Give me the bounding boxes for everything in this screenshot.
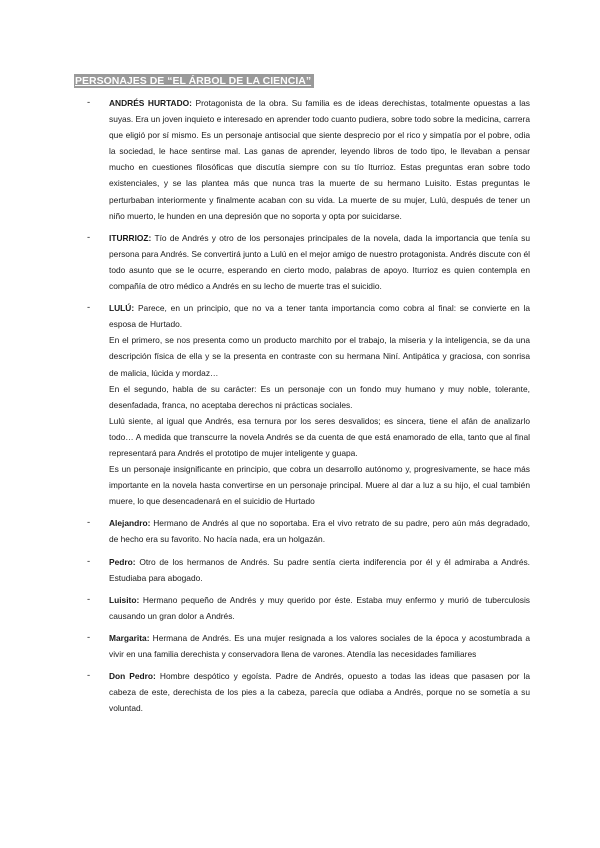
character-description: Hermana de Andrés. Es una mujer resignada a los valores sociales de la época y acostumbrada a vivir en una familia derechista y conservadora llena de varones. Atendía las necesidades familiares <box>109 632 531 659</box>
bullet-dash: - <box>87 517 91 529</box>
character-name: Don Pedro: <box>109 671 156 682</box>
character-description: Parece, en un principio, que no va a tener tanta importancia como cobra al final: se convierte en la esposa de Hurtado. <box>109 303 531 330</box>
character-name: LULÚ: <box>109 303 135 314</box>
character-description: Hermano pequeño de Andrés y muy querido por éste. Estaba muy enfermo y murió de tuberculosis causando un gran dolor a Andrés. <box>109 594 530 621</box>
character-paragraph: Es un personaje insignificante en principio, que cobra un desarrollo autónomo y, progresivamente, se hace más importante en la novela hasta convertirse en un personaje principal. Muere al dar a luz a su hijo, el cual también muere, lo que desencadenará en el suicidio de Hurtado <box>109 464 530 507</box>
character-name: ANDRÉS HURTADO: <box>109 98 192 108</box>
character-list <box>87 95 530 722</box>
character-item-pedro <box>87 554 530 586</box>
bullet-dash: - <box>87 670 91 682</box>
bullet-dash: - <box>87 593 91 605</box>
character-name: ITURRIOZ: <box>109 232 152 243</box>
character-paragraph <box>109 630 530 662</box>
character-description: Hermano de Andrés al que no soportaba. Era el vivo retrato de su padre, pero aún más degradado, de hecho era su favorito. No hacía nada, era un holgazán. <box>109 518 530 545</box>
character-paragraph: Lulú siente, al igual que Andrés, esa ternura por los seres desvalidos; es sincera, tiene el afán de analizarlo todo… A medida que transcurre la novela Andrés se da cuenta de que está enamorado de ella, tanto que al final representará para Andrés el prototipo de mujer inteligente y guapa. <box>109 415 530 458</box>
character-description: Protagonista de la obra. Su familia es de ideas derechistas, totalmente opuestas a las suyas. Era un joven inquieto e interesado en aprender todo cuanto pudiera, sobre todo sobre la medicina, carrera que eligió por sí mismo. Es un personaje antisocial que siente desprecio por el rico y simpatía por el pobre, odia la sociedad, le hace sentirse mal. Las ganas de aprender, leyendo libros de todo tipo, le llevaban a pensar mucho en cuestiones filosóficas que discutía siempre con su tío Iturrioz. Estas preguntas eran sobre todo existenciales, y se las plantea más que nunca tras la muerte de su hermano Luisito. Estas preguntas le perturbaban interiormente y finalmente acaban con su vida. La muerte de su mujer, Lulú, después de tener un niño muerto, le hunden en una depresión que no soporta y opta por suicidarse. <box>109 98 530 221</box>
character-item-andres <box>87 95 530 224</box>
character-description: Tío de Andrés y otro de los personajes principales de la novela, dada la importancia que tenía su persona para Andrés. Se convertirá junto a Lulú en el mejor amigo de nuestro protagonista. Andrés discute con él todo asunto que se le ocurre, esperando en cierto modo, palabras de apoyo. Iturrioz es quien contempla en compañía de otro médico a Andrés en su lecho de muerte tras el suicidio. <box>109 232 530 292</box>
bullet-dash: - <box>87 97 91 108</box>
character-name: Pedro: <box>109 556 136 567</box>
character-paragraph: En el primero, se nos presenta como un producto marchito por el trabajo, la miseria y la inteligencia, se da una descripción física de ella y se la presenta en contraste con su hermana Niní. Antipática y graciosa, con sonrisa de malicia, lúcida y mordaz… <box>109 335 530 378</box>
character-item-margarita <box>87 630 530 662</box>
document-title: PERSONAJES DE “EL ÁRBOL DE LA CIENCIA” <box>74 74 314 88</box>
bullet-dash: - <box>87 231 91 243</box>
character-paragraph <box>109 95 530 224</box>
character-name: Luisito: <box>109 594 140 605</box>
character-paragraph <box>109 668 530 716</box>
character-paragraph <box>109 515 530 547</box>
character-paragraph <box>109 554 530 586</box>
bullet-dash: - <box>87 555 91 567</box>
character-paragraph <box>109 592 530 624</box>
character-paragraph <box>109 230 530 294</box>
bullet-dash: - <box>87 302 91 314</box>
character-name: Alejandro: <box>109 518 151 529</box>
character-paragraph <box>109 300 530 332</box>
bullet-dash: - <box>87 631 91 643</box>
character-item-luisito <box>87 592 530 624</box>
character-item-alejandro <box>87 515 530 547</box>
character-description: Hombre despótico y egoísta. Padre de Andrés, opuesto a todas las ideas que pasasen por la cabeza de este, derechista de los pies a la cabeza, parecía que odiaba a Andrés, porque no se sometía a su voluntad. <box>109 671 531 714</box>
character-paragraph: En el segundo, habla de su carácter: Es un personaje con un fondo muy humano y muy noble, tolerante, desenfadada, franca, no aceptaba derechos ni prácticas sociales. <box>109 383 530 410</box>
character-item-lulu <box>87 300 530 509</box>
character-name: Margarita: <box>109 632 150 643</box>
character-description: Otro de los hermanos de Andrés. Su padre sentía cierta indiferencia por él y él admiraba a Andrés. Estudiaba para abogado. <box>109 556 531 583</box>
character-item-don-pedro <box>87 668 530 716</box>
character-item-iturrioz <box>87 230 530 294</box>
